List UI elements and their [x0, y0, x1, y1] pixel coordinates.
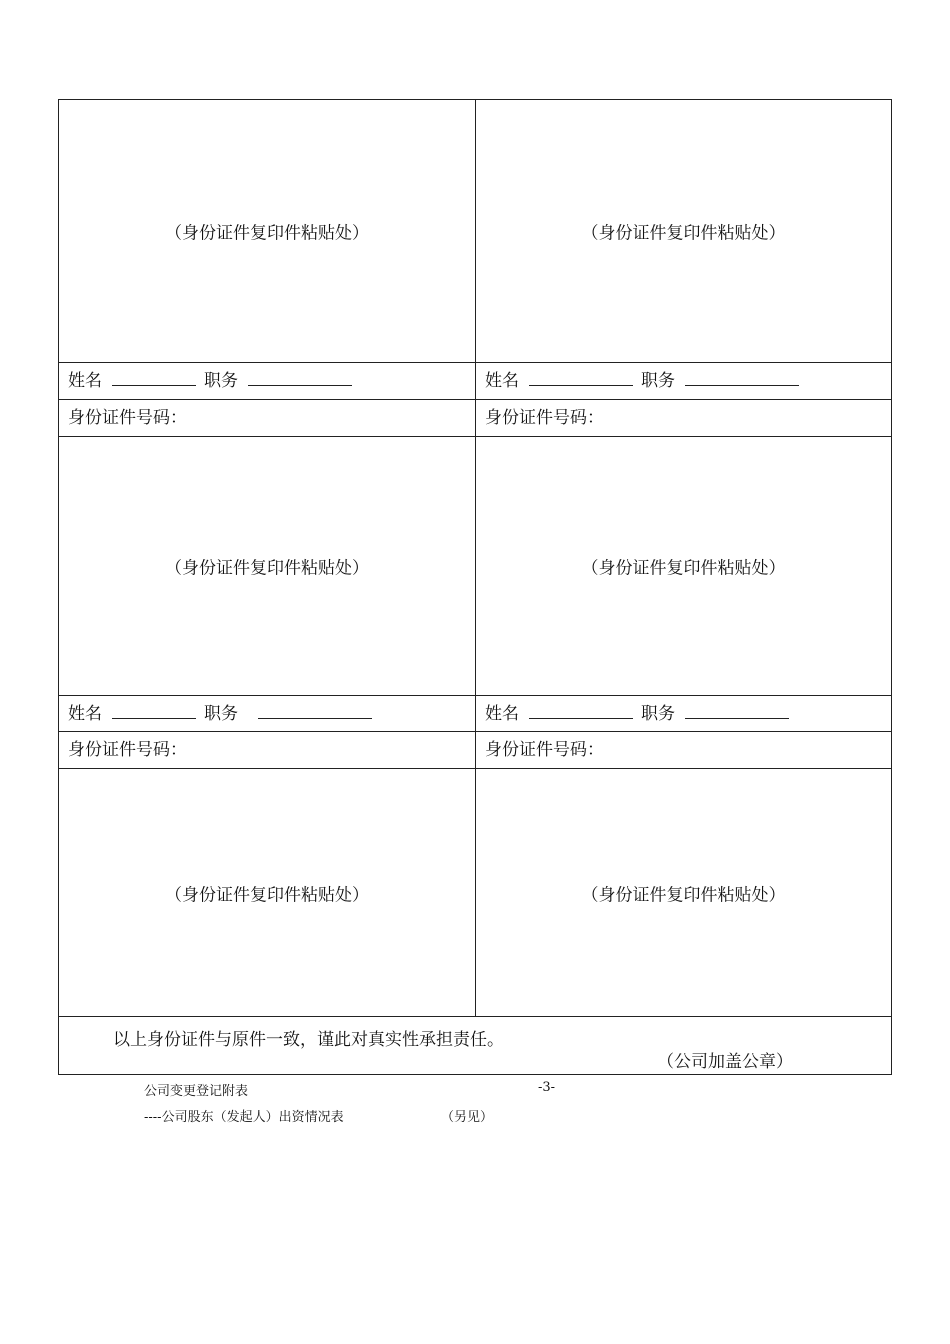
id-copy-placeholder: （身份证件复印件粘贴处） [165, 558, 369, 579]
id-copy-area [59, 437, 476, 695]
position-blank[interactable] [258, 704, 372, 719]
page-number: -3- [538, 1080, 556, 1095]
id-number-row [59, 732, 891, 769]
id-copy-area [476, 100, 891, 362]
position-blank[interactable] [685, 704, 789, 719]
id-number-label: 身份证件号码： [485, 408, 604, 428]
name-position-cell [59, 696, 476, 731]
id-number-cell[interactable] [59, 400, 476, 436]
position-label: 职务 [204, 704, 238, 724]
name-position-row [59, 363, 891, 400]
see-also-note: （另见） [441, 1110, 494, 1125]
sub-title: ----公司股东（发起人）出资情况表 [144, 1110, 344, 1125]
id-number-label: 身份证件号码： [485, 740, 604, 760]
id-copy-placeholder: （身份证件复印件粘贴处） [165, 223, 369, 244]
position-label: 职务 [204, 371, 238, 391]
confirmation-row [59, 1017, 891, 1074]
position-blank[interactable] [248, 371, 352, 386]
name-position-cell [476, 696, 891, 731]
id-copy-placeholder: （身份证件复印件粘贴处） [165, 885, 369, 905]
id-copy-placeholder: （身份证件复印件粘贴处） [581, 558, 786, 579]
name-label: 姓名 [485, 704, 519, 724]
id-number-label: 身份证件号码： [68, 740, 187, 760]
name-blank[interactable] [529, 704, 633, 719]
position-label: 职务 [641, 704, 675, 724]
id-copy-placeholder: （身份证件复印件粘贴处） [581, 223, 786, 244]
id-copy-area [476, 437, 891, 695]
id-number-cell[interactable] [476, 732, 891, 768]
position-label: 职务 [641, 371, 675, 391]
form-title: 公司变更登记附表 [144, 1084, 249, 1099]
id-copy-placeholder: （身份证件复印件粘贴处） [581, 885, 786, 905]
photo-row [59, 100, 891, 363]
name-position-row [59, 696, 891, 732]
id-number-row [59, 400, 891, 437]
id-copy-area [59, 100, 476, 362]
id-number-label: 身份证件号码： [68, 408, 187, 428]
name-blank[interactable] [112, 371, 196, 386]
name-label: 姓名 [68, 371, 102, 391]
id-number-cell[interactable] [476, 400, 891, 436]
name-label: 姓名 [485, 371, 519, 391]
id-number-cell[interactable] [59, 732, 476, 768]
id-copy-form [58, 99, 892, 1075]
position-blank[interactable] [685, 371, 799, 386]
name-label: 姓名 [68, 704, 102, 724]
photo-row [59, 769, 891, 1017]
name-position-cell [59, 363, 476, 399]
id-copy-area [476, 769, 891, 1016]
id-copy-area [59, 769, 476, 1016]
company-seal-label: （公司加盖公章） [657, 1052, 793, 1072]
name-blank[interactable] [112, 704, 196, 719]
photo-row [59, 437, 891, 696]
name-blank[interactable] [529, 371, 633, 386]
confirmation-statement: 以上身份证件与原件一致，谨此对真实性承担责任。 [113, 1030, 504, 1050]
name-position-cell [476, 363, 891, 399]
